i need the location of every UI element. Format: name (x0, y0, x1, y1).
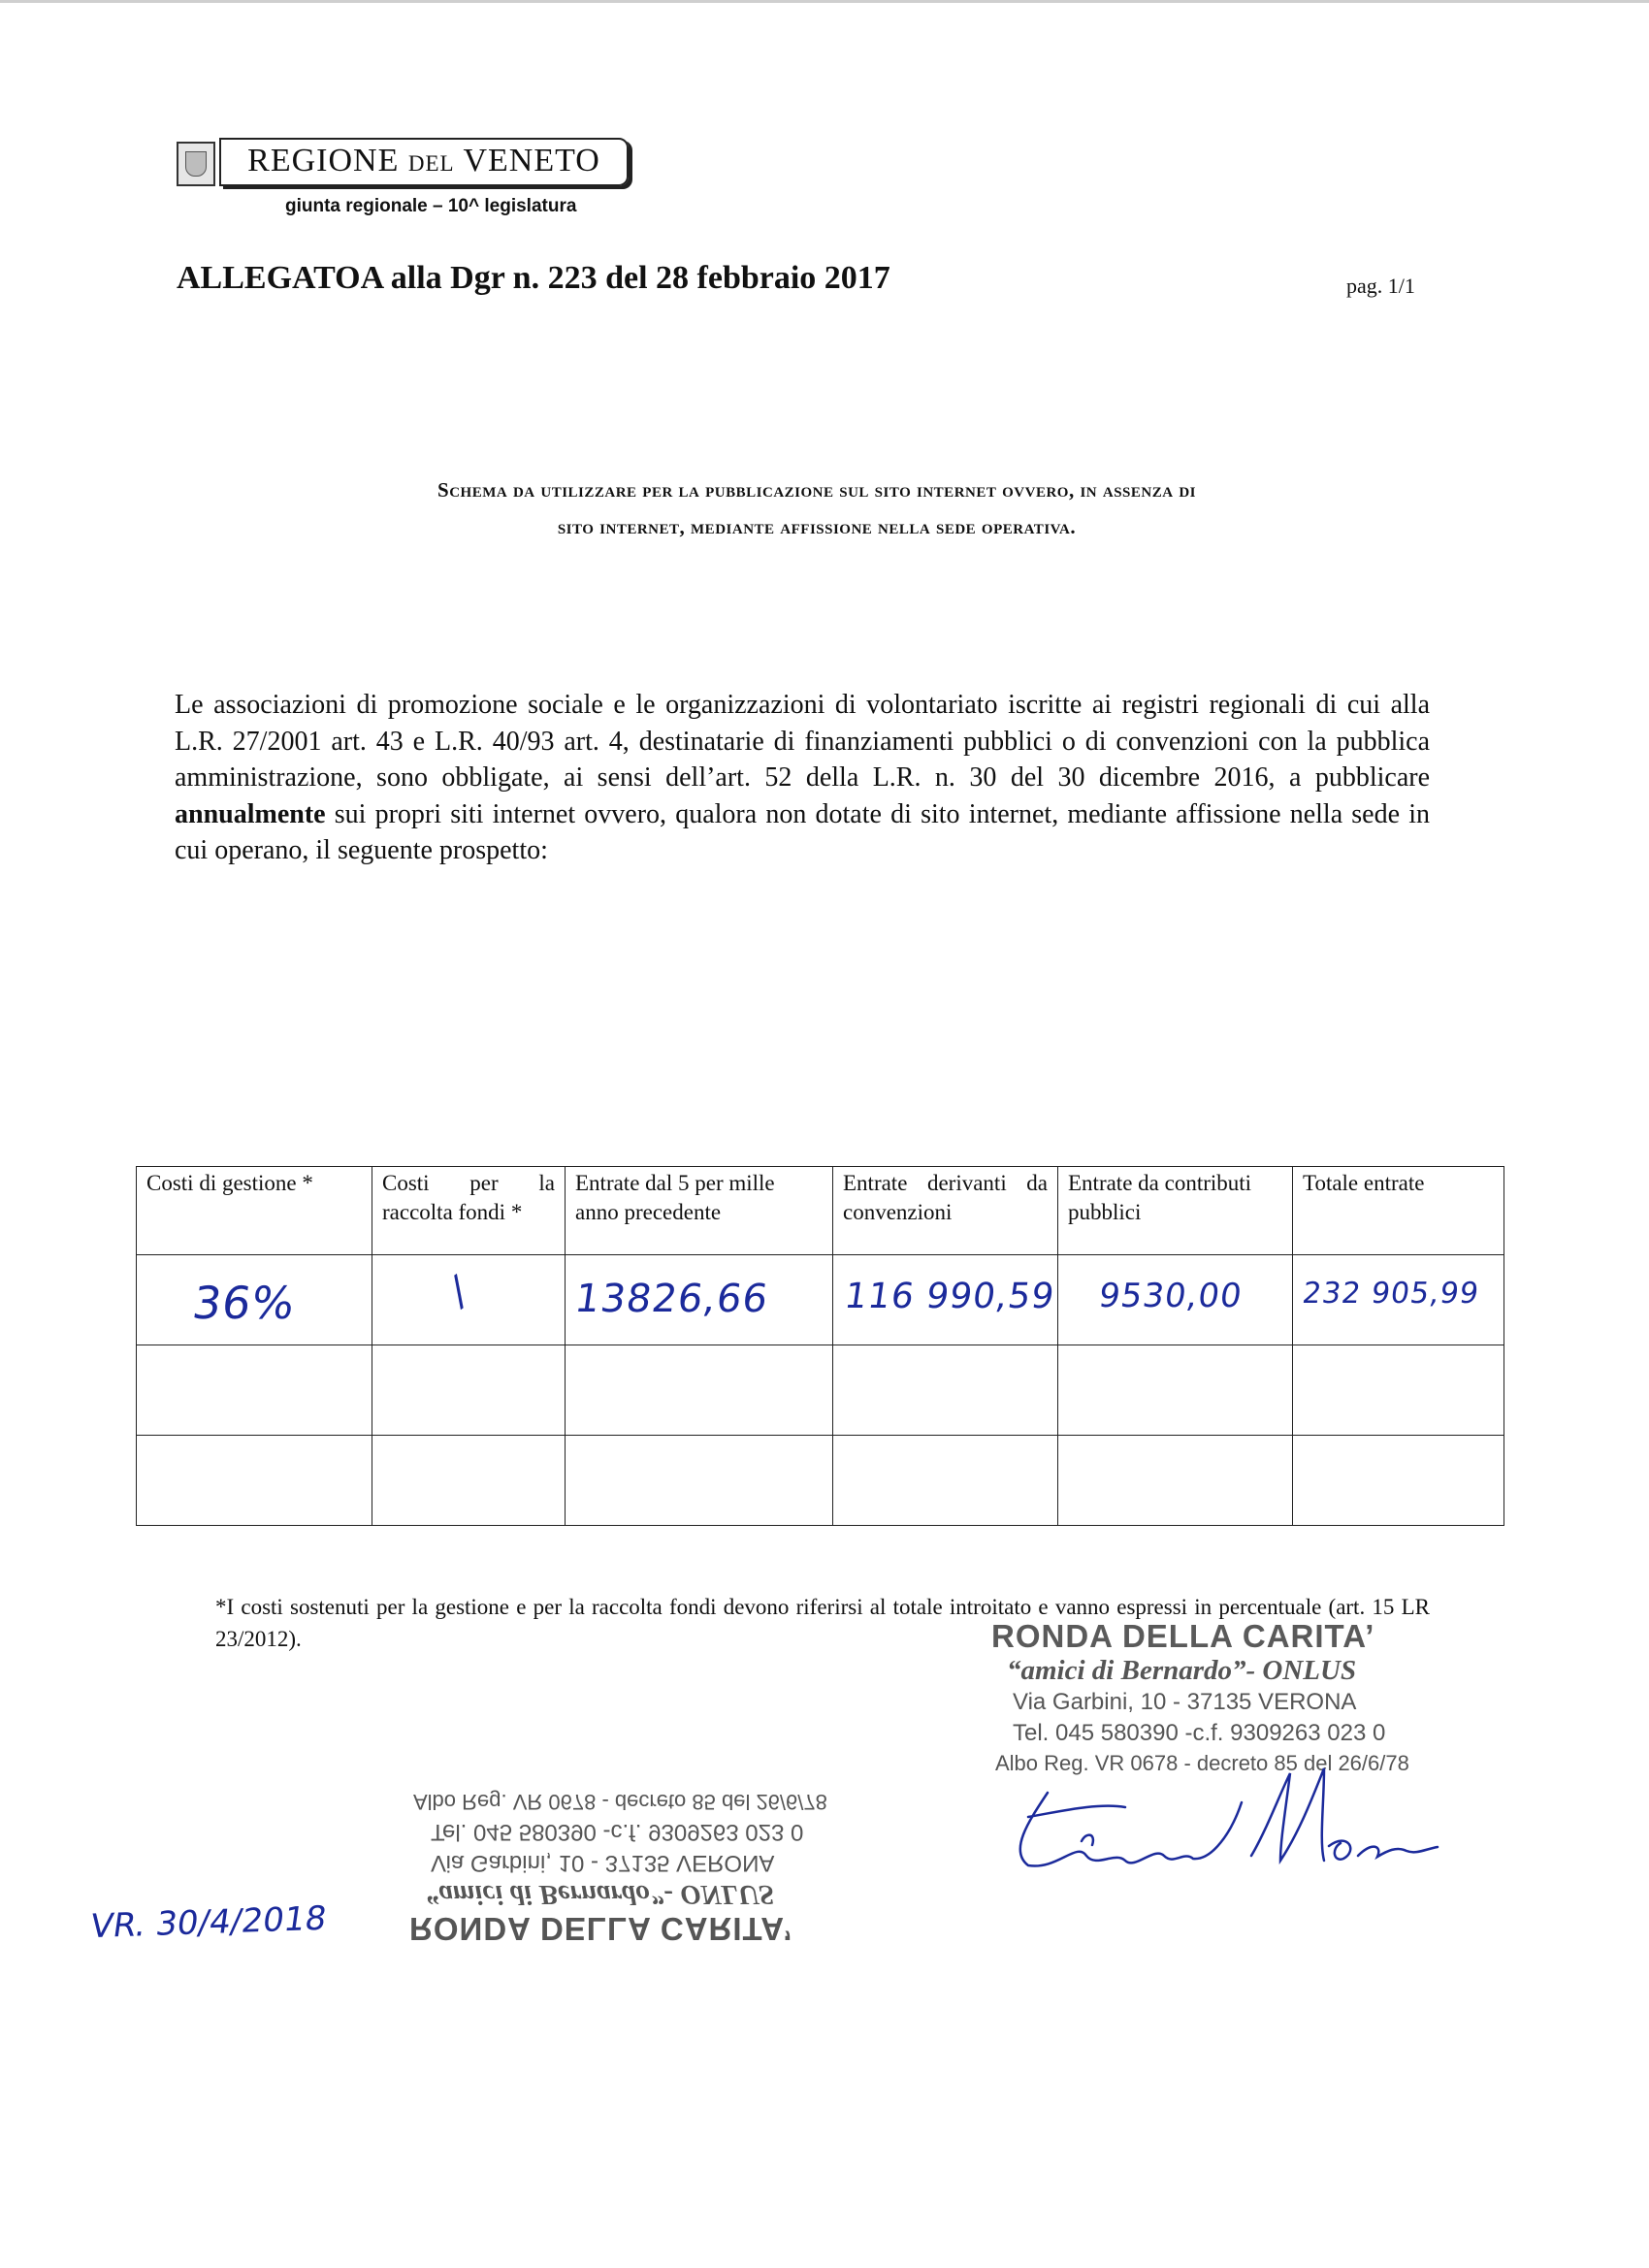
handwritten-value: 9530,00 (1096, 1277, 1245, 1315)
region-emblem-icon (177, 142, 215, 186)
logo-frame (219, 138, 629, 186)
table-cell (833, 1436, 1058, 1526)
table-cell (137, 1345, 372, 1436)
scan-edge (0, 0, 1649, 3)
footnote: *I costi sostenuti per la gestione e per la raccolta fondi devono riferirsi al totale introitato e vanno espressi in percentuale (art. 15 LR 23/2012). (215, 1595, 1430, 1651)
handwritten-value: 13826,66 (571, 1277, 772, 1321)
intro-paragraph: Le associazioni di promozione sociale e le organizzazioni di volontariato iscritte ai registri regionali di cui alla L.R. 27/2001 art. 43 e L.R. 40/93 art. 4, destinatarie di finanziamenti pubblici o di convenzioni con la pubblica amministrazione, sono obbligate, ai sensi dell’art. 52 della L.R. n. 30 del 30 dicembre 2016, a pubblicare annualmente sui propri siti internet ovvero, qualora non dotate di sito internet, mediante affissione nella sede in cui operano, il seguente prospetto: (175, 690, 1430, 865)
region-logo (177, 138, 640, 188)
table-cell (566, 1345, 833, 1436)
handwritten-value: 232 905,99 (1300, 1277, 1482, 1311)
logo-text: REGIONE DEL VENETO (247, 143, 600, 178)
table-cell (1058, 1255, 1293, 1345)
stamp-registry: Albo Reg. VR 0678 - decreto 85 del 26/6/78 (995, 1751, 1409, 1775)
table-cell (566, 1255, 833, 1345)
header-totale-entrate: Totale entrate (1293, 1167, 1504, 1255)
stamp-phone: Tel. 045 580390 -c.f. 9309263 023 0 (1013, 1720, 1386, 1746)
table-row (137, 1255, 1504, 1345)
header-entrate-convenzioni: Entrate derivanti da convenzioni (833, 1167, 1058, 1255)
table-cell (1293, 1255, 1504, 1345)
table-cell (372, 1255, 566, 1345)
handwritten-value: 116 990,59 (842, 1277, 1058, 1316)
table-cell (1058, 1345, 1293, 1436)
table-cell (833, 1345, 1058, 1436)
handwritten-date: VR. 30/4/2018 (87, 1898, 330, 1947)
table-row (137, 1345, 1504, 1436)
header-costi-raccolta: Costi per la raccolta fondi * (372, 1167, 566, 1255)
logo-subtitle: giunta regionale – 10^ legislatura (285, 196, 577, 216)
header-entrate-5x1000: Entrate dal 5 per mille anno precedente (566, 1167, 833, 1255)
stamp-address: Via Garbini, 10 - 37135 VERONA (1013, 1689, 1357, 1715)
table-cell (372, 1345, 566, 1436)
page-number: pag. 1/1 (1346, 274, 1415, 298)
mirrored-stamp: RONDA DELLA CARITA’ “amici di Bernardo”- ONLUS Via Garbini, 10 - 37135 VERONA Tel. 045 580390 -c.f. 9309263 023 0 Albo Reg. VR 0678 - decreto 85 del 26/6/78 (409, 1790, 827, 1947)
table-cell (1293, 1345, 1504, 1436)
table-cell (566, 1436, 833, 1526)
table-cell (137, 1436, 372, 1526)
table-cell (833, 1255, 1058, 1345)
handwritten-value: 36% (189, 1277, 300, 1329)
handwritten-value: / (442, 1267, 475, 1315)
table-cell (137, 1255, 372, 1345)
header-entrate-contributi: Entrate da contributi pubblici (1058, 1167, 1293, 1255)
stamp-subtitle: “amici di Bernardo”- ONLUS (1007, 1655, 1357, 1686)
header-costi-gestione: Costi di gestione * (137, 1167, 372, 1255)
document-title: ALLEGATOA alla Dgr n. 223 del 28 febbraio 2017 (177, 260, 890, 296)
stamp-org-name: RONDA DELLA CARITA’ (991, 1618, 1375, 1654)
table-cell (1058, 1436, 1293, 1526)
signature-icon (989, 1764, 1445, 1899)
table-cell (372, 1436, 566, 1526)
schema-heading: Schema da utilizzare per la pubblicazione sul sito internet ovvero, in assenza di sito internet, mediante affissione nella sede operativa. (437, 478, 1196, 538)
table-row (137, 1436, 1504, 1526)
table-header-row (137, 1167, 1504, 1255)
association-stamp (991, 1618, 1409, 1778)
financial-table (136, 1166, 1504, 1526)
table-cell (1293, 1436, 1504, 1526)
